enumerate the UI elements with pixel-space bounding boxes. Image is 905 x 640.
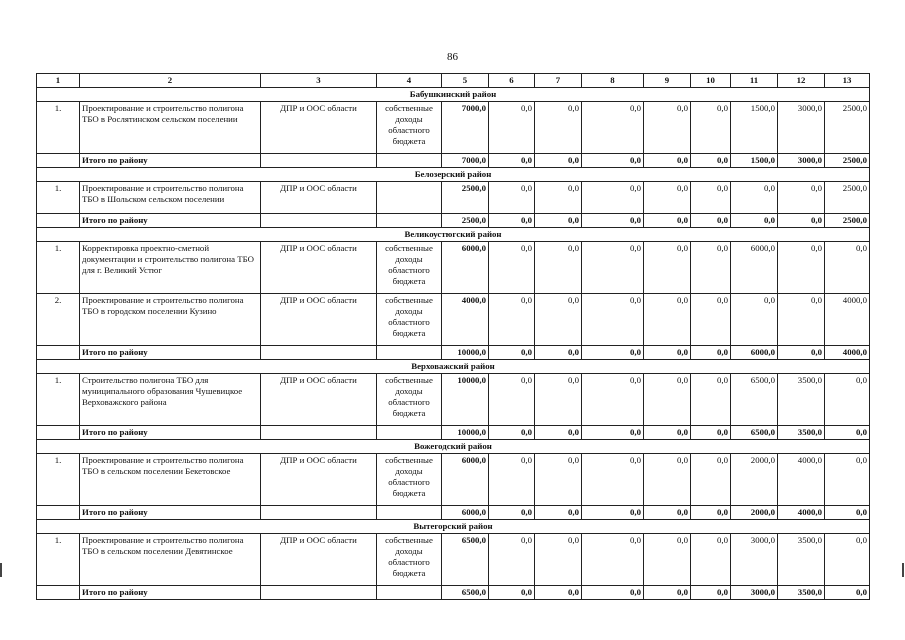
project-row	[37, 182, 870, 214]
project-row	[37, 454, 870, 506]
amount-cell: 2500,0	[825, 102, 870, 154]
column-header: 13	[825, 74, 870, 88]
total-amount-cell: 0,0	[644, 346, 691, 360]
project-name: Проектирование и строительство полигона ТБО в Шольском сельском поселении	[80, 182, 261, 214]
amount-cell: 0,0	[644, 182, 691, 214]
total-empty-cell	[37, 506, 80, 520]
column-header: 12	[778, 74, 825, 88]
amount-cell: 0,0	[489, 102, 535, 154]
amount-cell: 4000,0	[778, 454, 825, 506]
total-row	[37, 154, 870, 168]
total-empty-cell	[37, 346, 80, 360]
project-name: Проектирование и строительство полигона ТБО в сельском поселении Девятинское	[80, 534, 261, 586]
column-header: 4	[377, 74, 442, 88]
total-amount-cell: 0,0	[489, 214, 535, 228]
project-number: 2.	[37, 294, 80, 346]
column-header: 7	[535, 74, 582, 88]
amount-cell: 0,0	[535, 374, 582, 426]
funding-source: собственные доходы областного бюджета	[377, 534, 442, 586]
column-header: 9	[644, 74, 691, 88]
total-amount-cell: 2000,0	[731, 506, 778, 520]
total-amount-cell: 3000,0	[731, 586, 778, 600]
scan-edge-mark-left	[0, 563, 2, 577]
amount-cell: 0,0	[825, 454, 870, 506]
table-body	[37, 74, 870, 600]
amount-cell: 0,0	[489, 534, 535, 586]
total-amount-cell: 0,0	[582, 586, 644, 600]
total-amount-cell: 3500,0	[778, 586, 825, 600]
amount-cell: 3500,0	[778, 374, 825, 426]
total-label: Итого по району	[80, 426, 261, 440]
project-number: 1.	[37, 182, 80, 214]
column-header: 3	[261, 74, 377, 88]
amount-cell: 0,0	[825, 374, 870, 426]
total-empty-cell	[37, 426, 80, 440]
total-label: Итого по району	[80, 346, 261, 360]
amount-cell: 0,0	[731, 182, 778, 214]
amount-cell: 0,0	[691, 534, 731, 586]
district-row	[37, 360, 870, 374]
amount-cell: 0,0	[535, 294, 582, 346]
total-row	[37, 506, 870, 520]
total-amount-cell: 0,0	[489, 586, 535, 600]
total-amount-cell: 0,0	[535, 154, 582, 168]
total-empty-cell	[261, 586, 377, 600]
total-row	[37, 214, 870, 228]
amount-cell: 0,0	[644, 294, 691, 346]
total-empty-cell	[261, 506, 377, 520]
total-amount-cell: 0,0	[582, 346, 644, 360]
total-row	[37, 586, 870, 600]
amount-cell: 0,0	[535, 182, 582, 214]
total-amount-cell: 0,0	[489, 426, 535, 440]
total-amount-cell: 4000,0	[825, 346, 870, 360]
project-number: 1.	[37, 242, 80, 294]
amount-cell: 0,0	[582, 534, 644, 586]
amount-cell: 0,0	[582, 294, 644, 346]
total-amount-cell: 0,0	[691, 154, 731, 168]
amount-cell: 0,0	[691, 242, 731, 294]
total-amount-cell: 0,0	[644, 586, 691, 600]
column-header: 10	[691, 74, 731, 88]
project-number: 1.	[37, 534, 80, 586]
amount-cell: 4000,0	[442, 294, 489, 346]
total-amount-cell: 0,0	[691, 586, 731, 600]
amount-cell: 0,0	[535, 102, 582, 154]
total-amount-cell: 0,0	[489, 506, 535, 520]
project-name: Проектирование и строительство полигона ТБО в сельском поселении Бекетовское	[80, 454, 261, 506]
amount-cell: 0,0	[825, 534, 870, 586]
amount-cell: 0,0	[535, 534, 582, 586]
amount-cell: 6500,0	[731, 374, 778, 426]
total-amount-cell: 0,0	[489, 154, 535, 168]
amount-cell: 0,0	[691, 102, 731, 154]
total-empty-cell	[377, 154, 442, 168]
amount-cell: 0,0	[644, 534, 691, 586]
amount-cell: 0,0	[535, 454, 582, 506]
total-row	[37, 346, 870, 360]
amount-cell: 1500,0	[731, 102, 778, 154]
total-amount-cell: 0,0	[691, 214, 731, 228]
scan-edge-mark-right	[902, 563, 904, 577]
amount-cell: 0,0	[731, 294, 778, 346]
amount-cell: 0,0	[644, 242, 691, 294]
project-row	[37, 102, 870, 154]
total-amount-cell: 6500,0	[731, 426, 778, 440]
total-amount-cell: 10000,0	[442, 346, 489, 360]
district-name: Вытегорский район	[37, 520, 870, 534]
district-row	[37, 168, 870, 182]
amount-cell: 6500,0	[442, 534, 489, 586]
total-amount-cell: 0,0	[825, 586, 870, 600]
district-row	[37, 440, 870, 454]
district-name: Бабушкинский район	[37, 88, 870, 102]
project-row	[37, 294, 870, 346]
total-amount-cell: 10000,0	[442, 426, 489, 440]
amount-cell: 0,0	[691, 182, 731, 214]
amount-cell: 0,0	[489, 374, 535, 426]
district-name: Верховажский район	[37, 360, 870, 374]
total-amount-cell: 2500,0	[442, 214, 489, 228]
total-empty-cell	[261, 154, 377, 168]
amount-cell: 3000,0	[731, 534, 778, 586]
project-name: Проектирование и строительство полигона ТБО в городском поселении Кузино	[80, 294, 261, 346]
total-empty-cell	[261, 426, 377, 440]
project-row	[37, 242, 870, 294]
total-row	[37, 426, 870, 440]
column-header: 1	[37, 74, 80, 88]
total-amount-cell: 4000,0	[778, 506, 825, 520]
district-row	[37, 520, 870, 534]
total-amount-cell: 0,0	[644, 214, 691, 228]
total-label: Итого по району	[80, 506, 261, 520]
project-number: 1.	[37, 102, 80, 154]
project-organization: ДПР и ООС области	[261, 454, 377, 506]
column-header: 5	[442, 74, 489, 88]
total-amount-cell: 6500,0	[442, 586, 489, 600]
column-header: 6	[489, 74, 535, 88]
total-empty-cell	[377, 214, 442, 228]
project-organization: ДПР и ООС области	[261, 294, 377, 346]
amount-cell: 6000,0	[442, 242, 489, 294]
amount-cell: 3500,0	[778, 534, 825, 586]
district-name: Белозерский район	[37, 168, 870, 182]
total-amount-cell: 3500,0	[778, 426, 825, 440]
amount-cell: 0,0	[691, 374, 731, 426]
amount-cell: 0,0	[489, 242, 535, 294]
total-label: Итого по району	[80, 214, 261, 228]
district-row	[37, 228, 870, 242]
project-row	[37, 534, 870, 586]
total-amount-cell: 0,0	[535, 214, 582, 228]
total-label: Итого по району	[80, 586, 261, 600]
district-row	[37, 88, 870, 102]
funding-source	[377, 182, 442, 214]
column-header: 8	[582, 74, 644, 88]
total-amount-cell: 1500,0	[731, 154, 778, 168]
project-row	[37, 374, 870, 426]
total-amount-cell: 2500,0	[825, 214, 870, 228]
project-number: 1.	[37, 374, 80, 426]
total-amount-cell: 0,0	[582, 154, 644, 168]
total-empty-cell	[37, 154, 80, 168]
project-organization: ДПР и ООС области	[261, 242, 377, 294]
total-empty-cell	[377, 586, 442, 600]
amount-cell: 0,0	[535, 242, 582, 294]
total-empty-cell	[261, 346, 377, 360]
amount-cell: 3000,0	[778, 102, 825, 154]
total-amount-cell: 0,0	[644, 154, 691, 168]
funding-source: собственные доходы областного бюджета	[377, 102, 442, 154]
total-amount-cell: 0,0	[535, 426, 582, 440]
total-empty-cell	[377, 426, 442, 440]
project-organization: ДПР и ООС области	[261, 374, 377, 426]
amount-cell: 0,0	[691, 454, 731, 506]
total-amount-cell: 2500,0	[825, 154, 870, 168]
total-empty-cell	[37, 214, 80, 228]
district-name: Великоустюгский район	[37, 228, 870, 242]
amount-cell: 10000,0	[442, 374, 489, 426]
header-row	[37, 74, 870, 88]
amount-cell: 2000,0	[731, 454, 778, 506]
project-number: 1.	[37, 454, 80, 506]
total-amount-cell: 6000,0	[442, 506, 489, 520]
column-header: 11	[731, 74, 778, 88]
amount-cell: 2500,0	[442, 182, 489, 214]
funding-source: собственные доходы областного бюджета	[377, 294, 442, 346]
amount-cell: 0,0	[582, 242, 644, 294]
total-amount-cell: 0,0	[825, 426, 870, 440]
amount-cell: 0,0	[582, 454, 644, 506]
amount-cell: 7000,0	[442, 102, 489, 154]
funding-source: собственные доходы областного бюджета	[377, 454, 442, 506]
project-name: Проектирование и строительство полигона ТБО в Рослятинском сельском поселении	[80, 102, 261, 154]
total-amount-cell: 0,0	[535, 586, 582, 600]
amount-cell: 0,0	[489, 294, 535, 346]
total-amount-cell: 0,0	[644, 506, 691, 520]
total-empty-cell	[261, 214, 377, 228]
total-amount-cell: 6000,0	[731, 346, 778, 360]
district-name: Вожегодский район	[37, 440, 870, 454]
page-number: 86	[447, 51, 458, 63]
total-amount-cell: 0,0	[691, 506, 731, 520]
total-empty-cell	[377, 506, 442, 520]
amount-cell: 6000,0	[442, 454, 489, 506]
project-organization: ДПР и ООС области	[261, 182, 377, 214]
total-amount-cell: 0,0	[778, 346, 825, 360]
amount-cell: 0,0	[778, 242, 825, 294]
project-name: Строительство полигона ТБО для муниципального образования Чушевицкое Верховажского района	[80, 374, 261, 426]
total-amount-cell: 0,0	[535, 506, 582, 520]
amount-cell: 2500,0	[825, 182, 870, 214]
amount-cell: 0,0	[691, 294, 731, 346]
budget-table	[36, 73, 870, 600]
amount-cell: 0,0	[644, 454, 691, 506]
total-amount-cell: 7000,0	[442, 154, 489, 168]
total-label: Итого по району	[80, 154, 261, 168]
amount-cell: 6000,0	[731, 242, 778, 294]
project-organization: ДПР и ООС области	[261, 534, 377, 586]
total-amount-cell: 0,0	[778, 214, 825, 228]
total-amount-cell: 0,0	[489, 346, 535, 360]
total-amount-cell: 0,0	[582, 506, 644, 520]
project-name: Корректировка проектно-сметной документации и строительство полигона ТБО для г. Великий Устюг	[80, 242, 261, 294]
total-amount-cell: 3000,0	[778, 154, 825, 168]
amount-cell: 4000,0	[825, 294, 870, 346]
total-amount-cell: 0,0	[691, 426, 731, 440]
total-amount-cell: 0,0	[691, 346, 731, 360]
total-amount-cell: 0,0	[582, 214, 644, 228]
total-empty-cell	[377, 346, 442, 360]
amount-cell: 0,0	[489, 182, 535, 214]
amount-cell: 0,0	[582, 102, 644, 154]
funding-source: собственные доходы областного бюджета	[377, 374, 442, 426]
total-amount-cell: 0,0	[825, 506, 870, 520]
project-organization: ДПР и ООС области	[261, 102, 377, 154]
amount-cell: 0,0	[778, 182, 825, 214]
funding-source: собственные доходы областного бюджета	[377, 242, 442, 294]
amount-cell: 0,0	[644, 374, 691, 426]
total-amount-cell: 0,0	[582, 426, 644, 440]
amount-cell: 0,0	[644, 102, 691, 154]
total-amount-cell: 0,0	[731, 214, 778, 228]
amount-cell: 0,0	[778, 294, 825, 346]
column-header: 2	[80, 74, 261, 88]
total-empty-cell	[37, 586, 80, 600]
total-amount-cell: 0,0	[644, 426, 691, 440]
amount-cell: 0,0	[582, 374, 644, 426]
amount-cell: 0,0	[489, 454, 535, 506]
total-amount-cell: 0,0	[535, 346, 582, 360]
amount-cell: 0,0	[825, 242, 870, 294]
amount-cell: 0,0	[582, 182, 644, 214]
